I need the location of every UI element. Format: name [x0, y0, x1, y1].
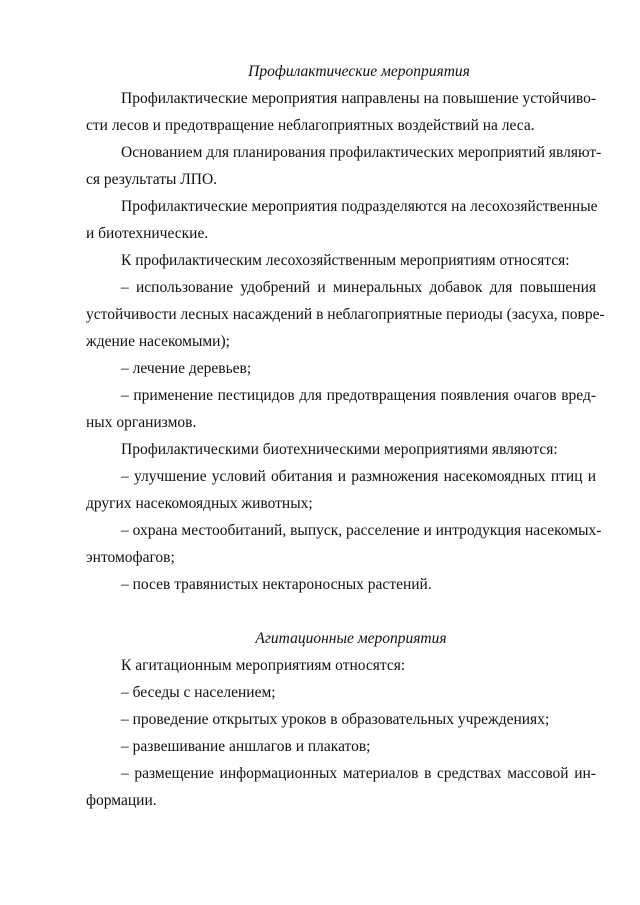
text-line: Основанием для планирования профилактических мероприятий являют- [121, 144, 602, 161]
text-line: ся результаты ЛПО. [86, 171, 218, 188]
text-line: – размещение информационных материалов в средствах массовой ин- [121, 765, 596, 782]
text-line: – улучшение условий обитания и размножения насекомоядных птиц и [121, 468, 596, 485]
section-heading-preventive: Профилактические мероприятия [248, 63, 470, 80]
text-line: ных организмов. [86, 414, 197, 431]
section-heading-agitation: Агитационные мероприятия [255, 630, 447, 647]
text-line: сти лесов и предотвращение неблагоприятных воздействий на леса. [86, 117, 535, 134]
text-line: – использование удобрений и минеральных добавок для повышения [121, 279, 596, 296]
text-line: К профилактическим лесохозяйственным мероприятиям относятся: [121, 252, 570, 269]
text-line: – беседы с населением; [121, 684, 276, 701]
text-line: – проведение открытых уроков в образовательных учреждениях; [121, 711, 550, 728]
document-page [86, 58, 605, 814]
text-line: и биотехнические. [86, 225, 209, 242]
text-line: – охрана местообитаний, выпуск, расселение и интродукция насекомых- [121, 522, 602, 539]
text-line: – развешивание аншлагов и плакатов; [121, 738, 371, 755]
text-line: энтомофагов; [86, 549, 175, 566]
text-line: – применение пестицидов для предотвращения появления очагов вред- [121, 387, 596, 404]
text-line: – лечение деревьев; [121, 360, 252, 377]
text-line: формации. [86, 792, 157, 809]
text-line: Профилактические мероприятия подразделяются на лесохозяйственные [121, 198, 598, 215]
text-line: устойчивости лесных насаждений в неблагоприятные периоды (засуха, повре- [86, 306, 605, 323]
text-line: – посев травянистых нектароносных растений. [121, 576, 432, 593]
text-line: ждение насекомыми); [86, 333, 230, 350]
text-line: Профилактическими биотехническими мероприятиями являются: [121, 441, 558, 458]
text-line: других насекомоядных животных; [86, 495, 313, 512]
text-line: К агитационным мероприятиям относятся: [121, 657, 406, 674]
text-line: Профилактические мероприятия направлены на повышение устойчиво- [121, 90, 596, 107]
